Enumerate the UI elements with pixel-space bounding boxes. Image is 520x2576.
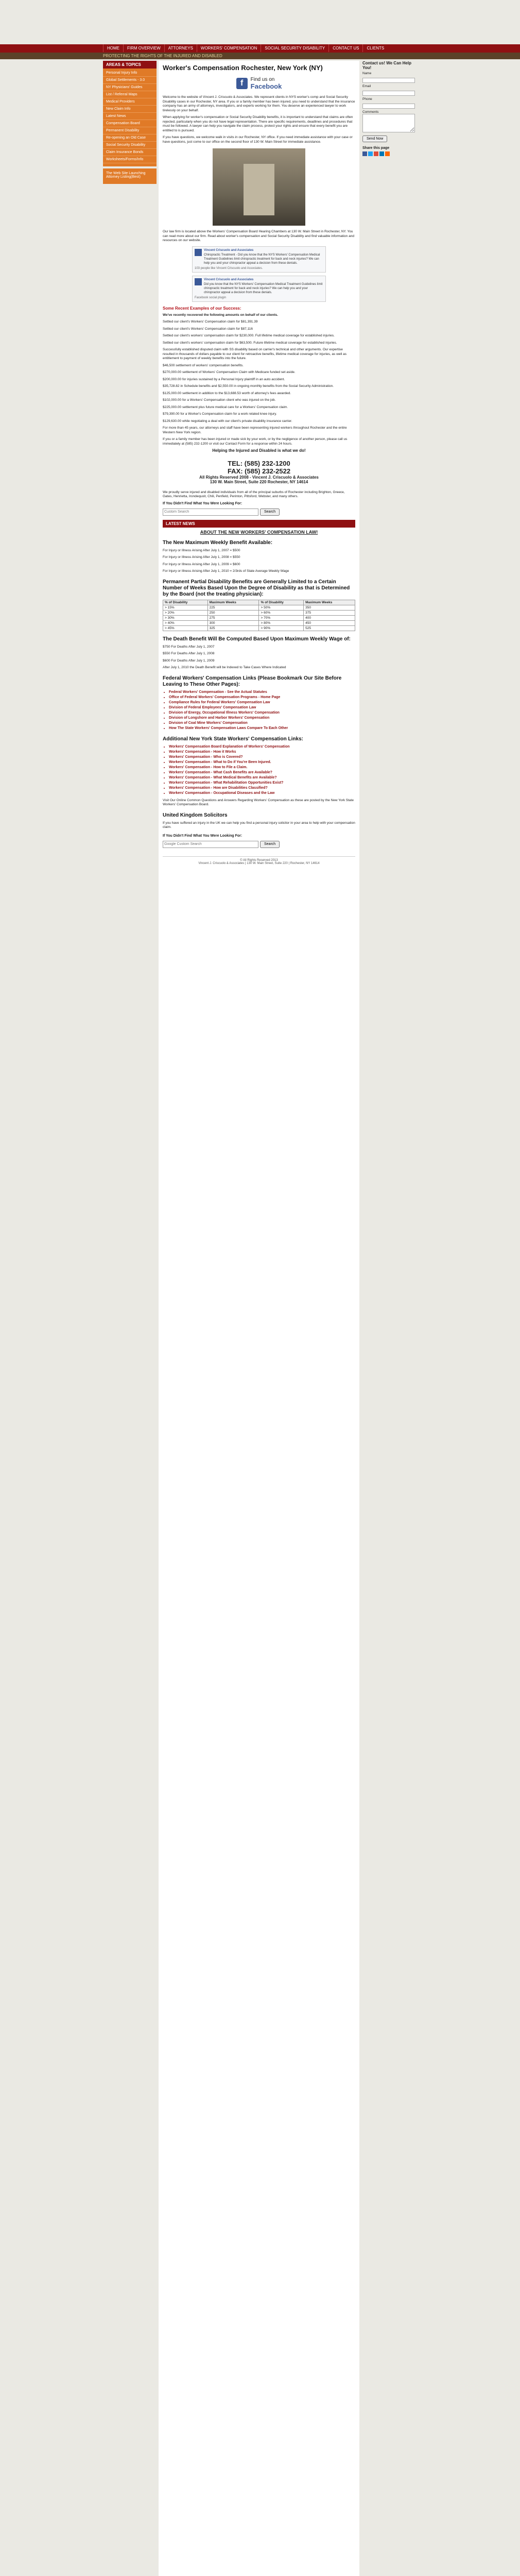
table-header: Maximum Weeks	[304, 600, 355, 605]
table-cell: > 70%	[259, 615, 304, 620]
contact-form	[362, 61, 414, 156]
federal-link[interactable]: • Federal Workers' Compensation - See the Actual Statutes	[169, 690, 355, 695]
facebook-post	[192, 276, 326, 302]
closing-paragraph-2: If you or a family member has been injured or made sick by your work, or by the negligence of another person, please call us immediately at (585) 232-1200 or visit our Contact Form for a response within 24 hours.	[163, 437, 348, 446]
search2-label: If You Didn't Find What You Were Looking For:	[163, 834, 242, 838]
nav-item[interactable]: CLIENTS	[362, 44, 388, 52]
nys-link[interactable]: • Workers' Compensation - What to Do if You're Been Injured.	[169, 760, 355, 765]
google-share-icon[interactable]	[374, 151, 378, 156]
result-item: $79,390.00 for a Worker's Compensation claim for a work related knee injury.	[163, 412, 277, 416]
closing-paragraph: For more than 45 years, our attorneys and staff have been representing injured workers throughout Rochester and the entire Western New York region.	[163, 426, 347, 434]
footer-address: Vincent J. Criscuolo & Associates | 130 W. Main Street, Suite 220 | Rochester, NY 14614	[198, 861, 320, 865]
federal-link[interactable]: • Division of Energy, Occupational Illness Workers' Compensation	[169, 710, 355, 716]
search-input[interactable]	[163, 509, 258, 516]
result-item: Settled our client's Workers' Compensation claim for $81,391.39	[163, 320, 258, 324]
form-label: Name	[362, 72, 372, 75]
search-button-2[interactable]: Search	[260, 841, 280, 848]
federal-link[interactable]: • Division of Federal Employees' Compensation Law	[169, 705, 355, 710]
facebook-post	[192, 246, 326, 273]
table-cell: > 45%	[163, 625, 208, 631]
nav-item[interactable]: SOCIAL SECURITY DISABILITY	[261, 44, 328, 52]
phone-field[interactable]	[362, 104, 415, 109]
death-benefit-item: $750 For Deaths After July 1, 2007	[163, 645, 215, 649]
nys-link[interactable]: • Workers' Compensation Board Explanation of Workers' Compensation	[169, 744, 355, 750]
max-rate-item: For Injury or Illness Arising After July 1, 2010 = 2/3rds of State Average Weekly Wage	[163, 569, 289, 573]
nys-link[interactable]: • Workers' Compensation - Who is Covered?	[169, 755, 355, 760]
table-cell: > 90%	[259, 625, 304, 631]
ppd-table	[163, 600, 355, 631]
closing-slogan: Helping the Injured and Disabled is what we do!	[212, 448, 306, 453]
search-input-2[interactable]	[163, 841, 258, 848]
result-item: $200,000.00 for injuries sustained by a Personal Injury plaintiff in an auto accident.	[163, 377, 285, 381]
facebook-find-text: Find us on	[250, 77, 275, 82]
max-rate-item: For Injury or Illness Arising After July 1, 2007 = $500	[163, 548, 240, 552]
result-item: $225,000.00 settlement plus future medical care for a Workers' Compensation claim.	[163, 405, 288, 409]
sidebar-item[interactable]: Claim Insurance Bonds	[103, 149, 157, 156]
avatar	[195, 278, 202, 285]
main-content	[159, 61, 359, 2576]
news-title: ABOUT THE NEW WORKERS' COMPENSATION LAW!	[200, 529, 318, 535]
nav-item[interactable]: FIRM OVERVIEW	[123, 44, 164, 52]
table-cell: 400	[304, 615, 355, 620]
result-item: $35,728.82 in Schedule benefits and $2,550.00 in ongoing monthly benefits from the Social Security Administration.	[163, 384, 334, 388]
result-item: $270,000.00 settlement of Workers' Compensation Claim with Medicare funded set aside.	[163, 370, 296, 374]
news-bar: LATEST NEWS	[163, 520, 355, 528]
table-cell: 300	[207, 620, 259, 625]
avatar	[195, 249, 202, 256]
table-cell: 350	[304, 605, 355, 610]
facebook-feed	[163, 246, 355, 302]
death-benefit-list	[163, 645, 355, 670]
post-author[interactable]: Vincent Criscuolo and Associates	[204, 278, 254, 281]
table-cell: > 20%	[163, 610, 208, 615]
nav-item[interactable]: WORKERS' COMPENSATION	[197, 44, 261, 52]
nys-links-heading: Additional New York State Workers' Compensation Links:	[163, 736, 303, 742]
results-list	[163, 320, 355, 423]
sidebar-links	[103, 69, 157, 166]
result-item: Settled our client's workers' compensation claim for $63,500. Future lifetime medical coverage for established injuries.	[163, 341, 337, 345]
intro-paragraph-2: When applying for worker's compensation or Social Security Disability benefits, it is important to understand that claims are often rejected, particularly when you do not have legal representation. There are specific requirements, deadlines and procedures that must be followed. A lawyer can help you navigate the claim process, protect your rights and ensure that every benefit you are entitled to is pursued.	[163, 115, 353, 132]
form-label: Comments	[362, 110, 379, 114]
tagline-bar	[0, 53, 520, 59]
nys-link[interactable]: • Workers' Compensation - What Medical Benefits are Available?	[169, 775, 355, 781]
death-benefit-item: $600 For Deaths After July 1, 2009	[163, 658, 215, 663]
nav-item[interactable]: HOME	[103, 44, 123, 52]
sidebar-item[interactable]: Permanent Disability	[103, 127, 157, 134]
table-cell: > 80%	[259, 620, 304, 625]
nys-link[interactable]: • Workers' Compensation - What Rehabilitation Opportunities Exist?	[169, 781, 355, 786]
sidebar-item[interactable]: Latest News	[103, 113, 157, 120]
sidebar-item[interactable]: List / Referral Maps	[103, 91, 157, 98]
facebook-share-icon[interactable]	[362, 151, 367, 156]
phone-number: TEL: (585) 232-1200	[228, 459, 290, 467]
name-field[interactable]	[362, 78, 415, 83]
table-cell: 225	[207, 605, 259, 610]
federal-links	[163, 690, 355, 731]
table-cell: 275	[207, 615, 259, 620]
send-button[interactable]: Send Now	[362, 135, 387, 142]
post-text: Did you know that the NYS Workers' Compensation Medical Treatment Guidelines limit chiropractic treatment for back and neck injuries? We can help you and your chiropractor appeal a decision from these denials.	[204, 282, 323, 294]
top-navigation	[0, 44, 520, 53]
sidebar	[103, 61, 157, 184]
result-item: Settled our client's Workers' Compensation claim for $87,116	[163, 327, 253, 331]
table-header: % of Disability	[259, 600, 304, 605]
result-item: $102,000.00 for a Workers' Compensation client who was injured on the job.	[163, 398, 276, 402]
table-row	[163, 625, 355, 631]
fax-number: FAX: (585) 232-2522	[227, 467, 291, 475]
table-row	[163, 610, 355, 615]
sidebar-item[interactable]: Compensation Board	[103, 120, 157, 127]
sidebar-note-box	[103, 168, 157, 184]
facebook-brand: Facebook	[250, 82, 282, 90]
sidebar-item[interactable]: New Claim Info	[103, 106, 157, 113]
address-line: 130 W. Main Street, Suite 220 Rochester, NY 14614	[210, 479, 308, 484]
nys-link[interactable]: • Workers' Compensation - How are Disabilities Classified?	[169, 786, 355, 791]
federal-links-heading: Federal Workers' Compensation Links (Please Bookmark Our Site Before Leaving to These Other Pages):	[163, 675, 342, 687]
nys-link[interactable]: • Workers' Compensation - Occupational Diseases and the Law	[169, 791, 355, 796]
nys-link[interactable]: • Workers' Compensation - How it Works	[169, 750, 355, 755]
copyright-line: All Rights Reserved 2008 - Vincent J. Criscuolo & Associates	[199, 474, 319, 480]
max-benefit-list	[163, 549, 355, 574]
table-cell: 325	[207, 625, 259, 631]
footer-copyright: © All Rights Reserved 2013	[240, 858, 278, 862]
table-row	[163, 605, 355, 610]
intro-paragraph-3: If you have questions, we welcome walk in visits in our Rochester, NY office. If you need immediate assistance with your case or have questions, just come to our office on the second floor of 130 W. Main Street for immediate assistance.	[163, 135, 353, 144]
table-header: % of Disability	[163, 600, 208, 605]
share-label: Share this page	[362, 146, 390, 150]
intro-paragraph: Welcome to the website of Vincent J. Criscuolo & Associates. We represent clients in NYS worker's comp and Social Security Disability cases in our Rochester, NY area. If you or a family member has been injured, you need to understand that the insurance company has an army of attorneys, investigators, and experts working for them. You deserve an experienced lawyer to work tirelessly on your behalf.	[163, 95, 355, 112]
federal-link[interactable]: • Division of Longshore and Harbor Workers' Compensation	[169, 716, 355, 721]
table-cell: > 15%	[163, 605, 208, 610]
uk-paragraph: If you have suffered an injury in the UK we can help you find a personal injury solicitor in your area to help with your compensation claim.	[163, 821, 355, 829]
facebook-link[interactable]	[163, 77, 355, 90]
max-rate-item: For Injury or Illness Arising After July 1, 2008 = $550	[163, 555, 240, 559]
post-likes: Facebook social plugin	[195, 296, 227, 299]
results-subheading: We've recently recovered the following amounts on behalf of our clients.	[163, 313, 278, 317]
result-item: Successfully established disputed claim with SS disability based on carrier's technical and other arguments. Our expertise resulted in thousands of dollars payable to our client for retroactive benefits, lifetime medical coverage for injuries, as well as entitlement to payment of weekly benefits into the future.	[163, 348, 346, 360]
nys-link[interactable]: • Workers' Compensation - How to File a Claim.	[169, 765, 355, 770]
table-cell: 375	[304, 610, 355, 615]
office-photo	[213, 148, 305, 226]
death-benefit-item: $550 For Deaths After July 1, 2008	[163, 652, 215, 655]
death-benefit-heading: The Death Benefit Will Be Computed Based Upon Maximum Weekly Wage of:	[163, 636, 351, 642]
federal-link[interactable]: • Division of Coal Mine Workers' Compensation	[169, 721, 355, 726]
post-author[interactable]: Vincent Criscuolo and Associates	[204, 248, 254, 252]
twitter-share-icon[interactable]	[368, 151, 373, 156]
page-title: Worker's Compensation Rochester, New York (NY)	[163, 64, 323, 72]
max-rate-item: For Injury or Illness Arising After July 1, 2009 = $600	[163, 562, 240, 566]
nys-link[interactable]: • Workers' Compensation - What Cash Benefits are Available?	[169, 770, 355, 775]
email-field[interactable]	[362, 91, 415, 96]
sidebar-item[interactable]: Social Security Disability	[103, 142, 157, 149]
form-label: Email	[362, 84, 371, 88]
nys-links	[163, 744, 355, 796]
table-cell: > 40%	[163, 620, 208, 625]
table-cell: > 60%	[259, 610, 304, 615]
search-bar	[163, 509, 355, 516]
table-cell: > 30%	[163, 615, 208, 620]
form-label: Phone	[362, 97, 372, 101]
result-item: $125,000.00 settlement in addition to the $13,688.53 worth of attorney's fees awarded.	[163, 391, 291, 395]
results-heading: Some Recent Examples of our Success:	[163, 306, 241, 311]
sidebar-item[interactable]: NY Physicians' Guides	[103, 84, 157, 91]
facebook-icon: f	[236, 78, 248, 89]
result-item: $46,500 settlement of workers' compensation benefits.	[163, 363, 244, 367]
table-cell: 250	[207, 610, 259, 615]
sidebar-item[interactable]: Global Settlements - 3.0	[103, 77, 157, 84]
comments-field[interactable]	[362, 114, 415, 132]
uk-heading: United Kingdom Solicitors	[163, 812, 228, 818]
ppd-heading: Permanent Partial Disability Benefits are Generally Limited to a Certain Number of Weeks Based Upon the Degree of Disability as that is Determined by the Board (not the treating physician):	[163, 579, 350, 597]
sidebar-item[interactable]: Re-opening an Old Case	[103, 134, 157, 142]
table-header: Maximum Weeks	[207, 600, 259, 605]
death-benefit-item: After July 1, 2010 the Death Benefit will be Indexed to Take Cases Where Indicated	[163, 666, 286, 669]
result-item: Settled our client's workers' compensation claim for $230,000. Full lifetime medical coverage for established injuries.	[163, 334, 335, 337]
tagline: PROTECTING THE RIGHTS OF THE INJURED AND DISABLED	[103, 54, 222, 58]
max-benefit-heading: The New Maximum Weekly Benefit Available:	[163, 539, 273, 546]
search-button[interactable]: Search	[260, 509, 280, 516]
photo-caption: Our law firm is located above the Workers' Compensation Board Hearing Chambers at 130 W. Main Street in Rochester, NY. You can read more about our firm. Read about worker's compensation and Social Security Disability and find valuable information and resources on our website.	[163, 230, 354, 242]
table-cell: 450	[304, 620, 355, 625]
table-cell: > 50%	[259, 605, 304, 610]
footer	[163, 856, 355, 865]
result-item: $129,630.00 while negotiating a deal with our client's private disability insurance carrier.	[163, 419, 292, 423]
sidebar-item[interactable]: Personal Injury Info	[103, 70, 157, 77]
share-icons	[362, 151, 414, 156]
sidebar-item[interactable]: Worksheets/Forms/Info	[103, 156, 157, 163]
search-bar-2	[163, 841, 355, 848]
form-heading: Contact us! We Can Help You!	[362, 61, 411, 70]
linkedin-share-icon[interactable]	[379, 151, 384, 156]
post-likes: 103 people like Vincent Criscuolo and Associates.	[195, 266, 263, 270]
table-row	[163, 615, 355, 620]
service-area: We proudly serve injured and disabled individuals from all of the principal suburbs of Rochester including Brighton, Greece, Gates, Henrietta, Irondequoit, Chili, Penfield, Perinton, Pittsford, Webster, and many others.	[163, 490, 345, 498]
post-text: Chiropractic Treatment - Did you know that the NYS Workers' Compensation Medical Treatment Guidelines limit chiropractic treatment for back and neck injuries? We can help you and your chiropractor appeal a decision from these denials.	[204, 253, 320, 265]
federal-link[interactable]: • Compliance Rules for Federal Workers' Compensation Law	[169, 700, 355, 705]
sidebar-heading: AREAS & TOPICS	[103, 61, 157, 69]
sidebar-note: The Web Site Launching Attorney Listing(Best)	[106, 172, 146, 179]
federal-link[interactable]: • How The State Workers' Compensation Laws Compare To Each Other	[169, 726, 355, 731]
table-cell: 525	[304, 625, 355, 631]
federal-link[interactable]: • Office of Federal Workers' Compensation Programs - Home Page	[169, 695, 355, 700]
contact-block	[163, 460, 355, 484]
sidebar-item[interactable]: Medical Providers	[103, 98, 157, 106]
search-label: If You Didn't Find What You Were Looking For:	[163, 501, 242, 505]
nav-item[interactable]: ATTORNEYS	[164, 44, 197, 52]
share-more-icon[interactable]	[385, 151, 390, 156]
nav-item[interactable]: CONTACT US	[328, 44, 362, 52]
table-row	[163, 620, 355, 625]
faq-paragraph: Visit Our Online Common Questions and Answers Regarding Workers' Compensation as these are posted by the New York State Workers' Compensation Board.	[163, 798, 354, 806]
